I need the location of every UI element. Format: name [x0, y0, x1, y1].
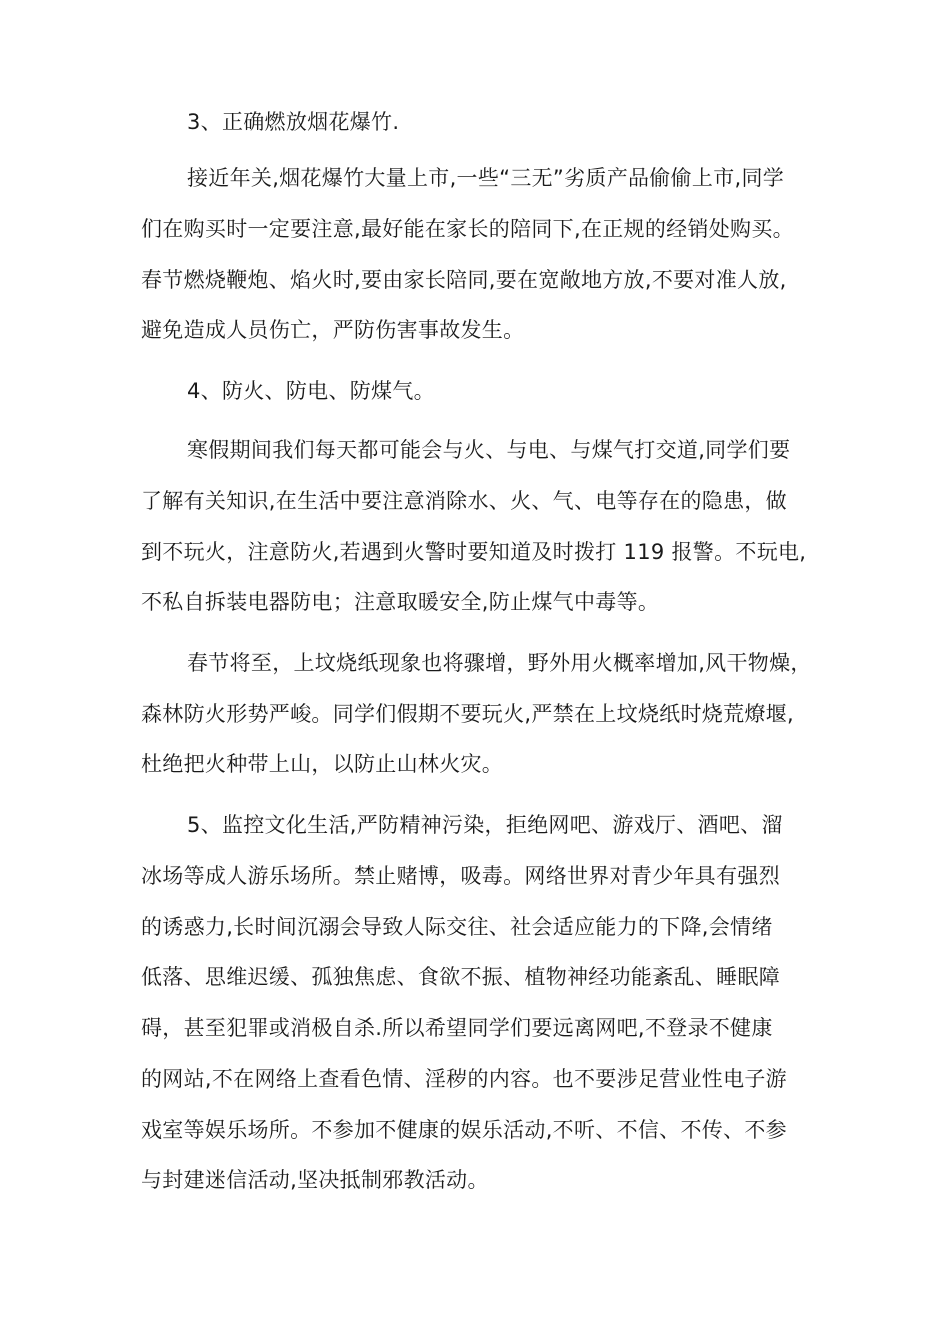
section-3-heading: 3、正确燃放烟花爆竹.	[187, 110, 400, 134]
section-4-paragraph1-line: 不私自拆装电器防电；注意取暖安全,防止煤气中毒等。	[141, 590, 660, 614]
section-4-paragraph1-line: 了解有关知识,在生活中要注意消除水、火、气、电等存在的隐患，做	[141, 489, 787, 513]
section-5-paragraph-line: 的诱惑力,长时间沉溺会导致人际交往、社会适应能力的下降,会情绪	[141, 915, 773, 939]
section-5-paragraph-line: 戏室等娱乐场所。不参加不健康的娱乐活动,不听、不信、不传、不参	[141, 1118, 787, 1142]
section-4-heading: 4、防火、防电、防煤气。	[187, 379, 435, 403]
section-5-paragraph-line: 低落、思维迟缓、孤独焦虑、食欲不振、植物神经功能紊乱、睡眠障	[141, 965, 780, 989]
section-3-paragraph-line: 避免造成人员伤亡，严防伤害事故发生。	[141, 318, 525, 342]
section-5-paragraph-line: 与封建迷信活动,坚决抵制邪教活动。	[141, 1168, 489, 1192]
section-4-paragraph2-line: 森林防火形势严峻。同学们假期不要玩火,严禁在上坟烧纸时烧荒燎堰,	[141, 702, 794, 726]
section-3-paragraph-line: 春节燃烧鞭炮、焰火时,要由家长陪同,要在宽敞地方放,不要对准人放,	[141, 268, 787, 292]
section-5-paragraph-line: 冰场等成人游乐场所。禁止赌博，吸毒。网络世界对青少年具有强烈	[141, 864, 780, 888]
section-4-paragraph2-line: 春节将至，上坟烧纸现象也将骤增，野外用火概率增加,风干物燥，	[187, 651, 812, 675]
section-4-paragraph1-line: 到不玩火，注意防火,若遇到火警时要知道及时拨打 119 报警。不玩电,	[141, 540, 807, 564]
section-5-paragraph-line: 碍，甚至犯罪或消极自杀.所以希望同学们要远离网吧,不登录不健康	[141, 1016, 773, 1040]
section-3-paragraph-line: 们在购买时一定要注意,最好能在家长的陪同下,在正规的经销处购买。	[141, 217, 794, 241]
section-5-paragraph-line: 的网站,不在网络上查看色情、淫秽的内容。也不要涉足营业性电子游	[141, 1067, 787, 1091]
section-3-paragraph-line: 接近年关,烟花爆竹大量上市,一些“三无”劣质产品偷偷上市,同学	[187, 166, 785, 190]
section-4-paragraph1-line: 寒假期间我们每天都可能会与火、与电、与煤气打交道,同学们要	[187, 438, 791, 462]
section-5-paragraph-line: 5、监控文化生活,严防精神污染，拒绝网吧、游戏厅、酒吧、溜	[187, 813, 783, 837]
section-4-paragraph2-line: 杜绝把火种带上山，以防止山林火灾。	[141, 752, 504, 776]
